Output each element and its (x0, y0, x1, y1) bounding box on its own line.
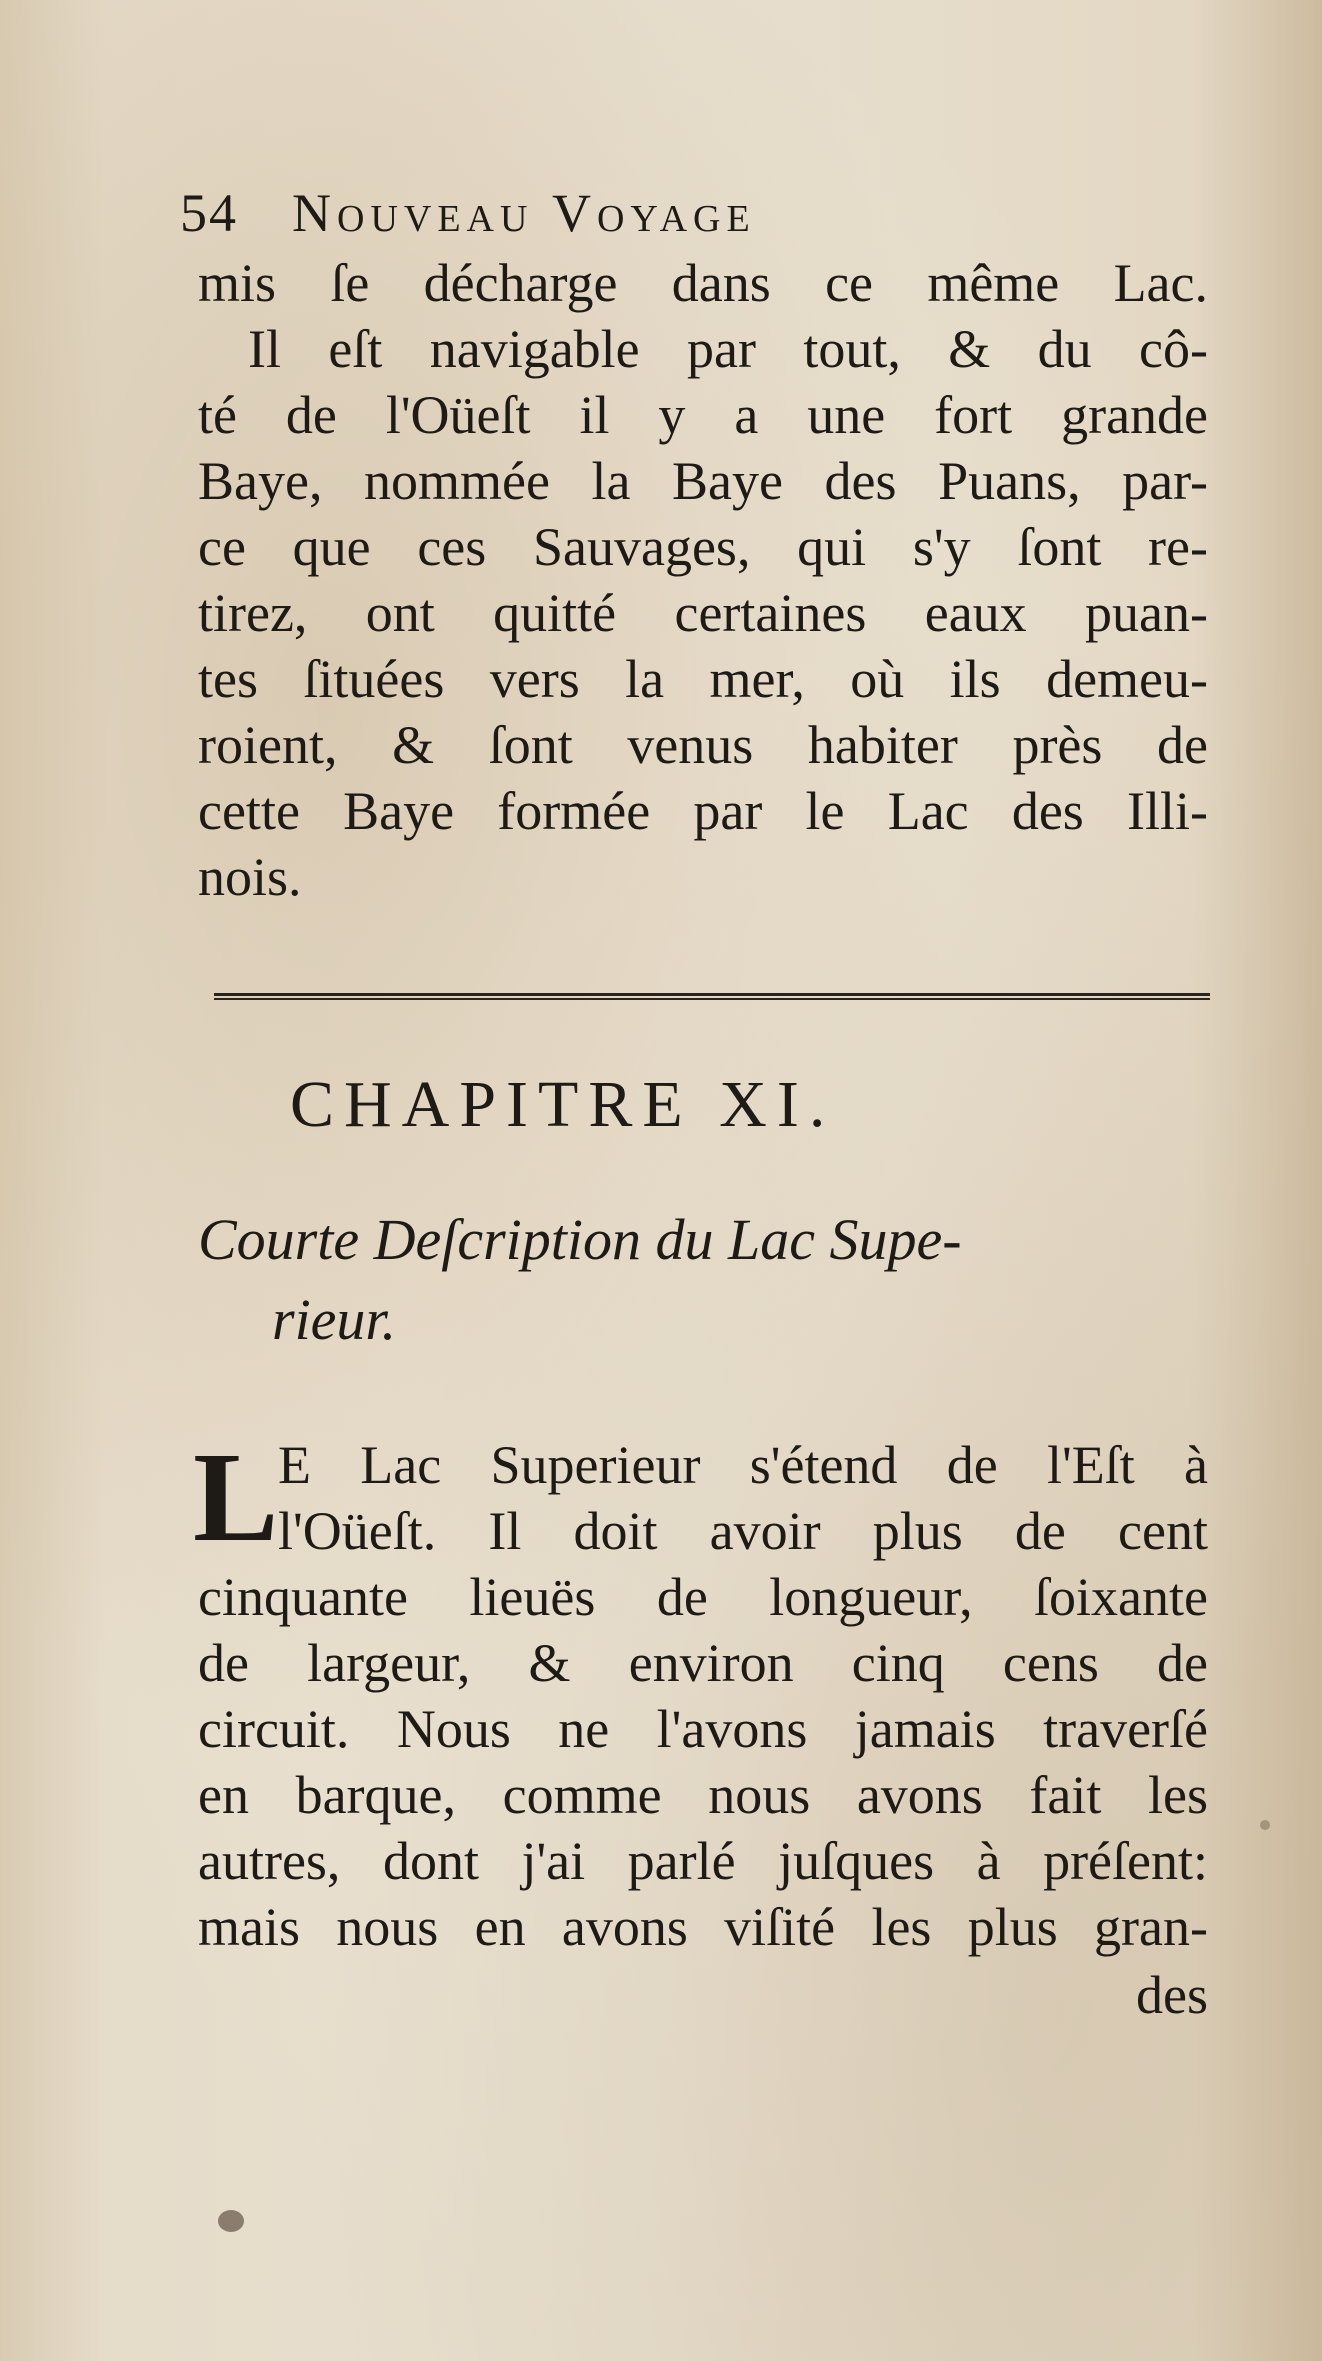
section-rule (214, 993, 1210, 1000)
text-line: tes ſituées vers la mer, où ils demeu- (198, 649, 1208, 709)
text-line: mis ſe décharge dans ce même Lac. (198, 253, 1208, 313)
text-line: tirez, ont quitté certaines eaux puan- (198, 583, 1208, 643)
text-line: l'Oüeſt. Il doit avoir plus de cent (278, 1501, 1208, 1561)
chapter-subtitle: rieur. (272, 1287, 397, 1352)
text-line: circuit. Nous ne l'avons jamais traverſé (198, 1699, 1208, 1759)
running-head (180, 178, 1080, 248)
catchword: des (1136, 1965, 1208, 2025)
text-line: autres, dont j'ai parlé juſques à préſent: (198, 1831, 1208, 1891)
text-line: nois. (198, 847, 302, 907)
text-line: Il eſt navigable par tout, & du cô- (248, 319, 1208, 379)
text-line: en barque, comme nous avons fait les (198, 1765, 1208, 1825)
page-number: 54 (180, 183, 238, 243)
ink-spot (1260, 1820, 1270, 1830)
text-line: cinquante lieuës de longueur, ſoixante (198, 1567, 1208, 1627)
chapter-subtitle: Courte Deſcription du Lac Supe- (198, 1207, 962, 1272)
text-line: ce que ces Sauvages, qui s'y ſont re- (198, 517, 1208, 577)
drop-cap: L (193, 1426, 279, 1568)
text-line: cette Baye formée par le Lac des Illi- (198, 781, 1208, 841)
text-line: té de l'Oüeſt il y a une fort grande (198, 385, 1208, 445)
ink-spot (218, 2210, 244, 2232)
text-line: E Lac Superieur s'étend de l'Eſt à (278, 1435, 1208, 1495)
text-line: mais nous en avons viſité les plus gran- (198, 1897, 1208, 1957)
running-title: Nouveau Voyage (292, 183, 756, 243)
chapter-heading: CHAPITRE XI. (290, 1068, 836, 1141)
text-line: de largeur, & environ cinq cens de (198, 1633, 1208, 1693)
text-line: roient, & ſont venus habiter près de (198, 715, 1208, 775)
text-line: Baye, nommée la Baye des Puans, par- (198, 451, 1208, 511)
